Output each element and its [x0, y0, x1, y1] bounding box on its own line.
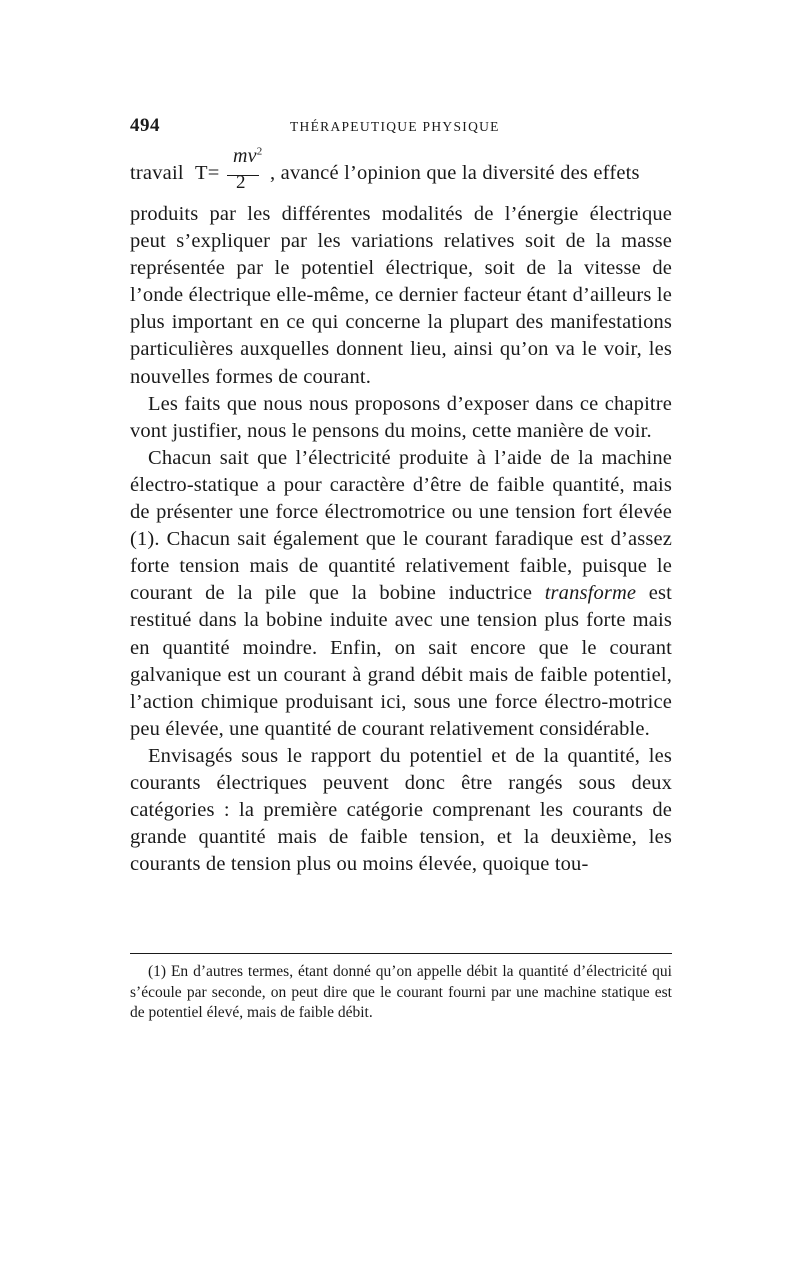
formula-denominator: 2	[236, 172, 246, 193]
paragraph-1: produits par les différentes modalités de l’énergie électrique peut s’expliquer par les variations relatives soit de la masse représentée par le potentiel électrique, soit de la vitesse de l’onde électrique elle-même, ce dernier facteur étant d’ailleurs le plus important en ce qui concerne la plupart des manifestations particulières auxquelles donnent lieu, ainsi qu’on va le voir, les nouvelles formes de courant.	[130, 203, 672, 388]
formula-line-rest: , avancé l’opinion que la diversité des effets	[270, 162, 640, 184]
formula-lhs: T=	[195, 162, 220, 184]
page-number: 494	[130, 115, 160, 136]
paragraph-3-italic: transforme	[544, 582, 637, 605]
numerator-text: mv	[233, 145, 257, 167]
footnote	[130, 962, 672, 1024]
paragraph-2: Les faits que nous nous proposons d’exposer dans ce chapitre vont justifier, nous le pensons du moins, cette manière de voir.	[130, 392, 672, 442]
paragraph-3	[130, 445, 672, 743]
paragraph-3-part-b: est restitué dans la bobine induite avec une tension plus forte mais en quantité moindre. Enfin, on sait encore que le courant galvanique est un courant à grand débit mais de faible potentiel, l’action chimique produisant ici, sous une force électro-motrice peu élevée, une quantité de courant relativement considérable.	[130, 582, 673, 740]
footnote-divider	[130, 953, 672, 954]
numerator-exponent: 2	[256, 145, 263, 158]
formula-line	[130, 140, 672, 200]
paragraph-4: Envisagés sous le rapport du potentiel et de la quantité, les courants électriques peuvent donc être rangés sous deux catégories : la première catégorie comprenant les courants de grande quantité mais de faible tension, et la deuxième, les courants de tension plus ou moins élevée, quoique tou-	[130, 744, 672, 876]
paragraph-3-part-a: Chacun sait que l’électricité produite à l’aide de la machine électro-statique a pour caractère d’être de faible quantité, mais de présenter une force électromotrice ou une tension fort élevée (1). Chacun sait également que le courant faradique est d’assez forte tension mais de quantité relativement faible, puisque le courant de la pile que la bobine inductrice	[130, 446, 672, 605]
formula-lead-word: travail	[130, 162, 184, 184]
body-text	[130, 201, 672, 878]
running-title: THÉRAPEUTIQUE PHYSIQUE	[290, 119, 500, 134]
kinetic-energy-formula	[195, 145, 265, 200]
footnote-text: (1) En d’autres termes, étant donné qu’on appelle débit la quantité d’électricité qui s’écoule par seconde, on peut dire que le courant fourni par une machine statique est de potentiel élevé, mais de faible débit.	[130, 963, 672, 1021]
formula-numerator	[233, 145, 262, 168]
